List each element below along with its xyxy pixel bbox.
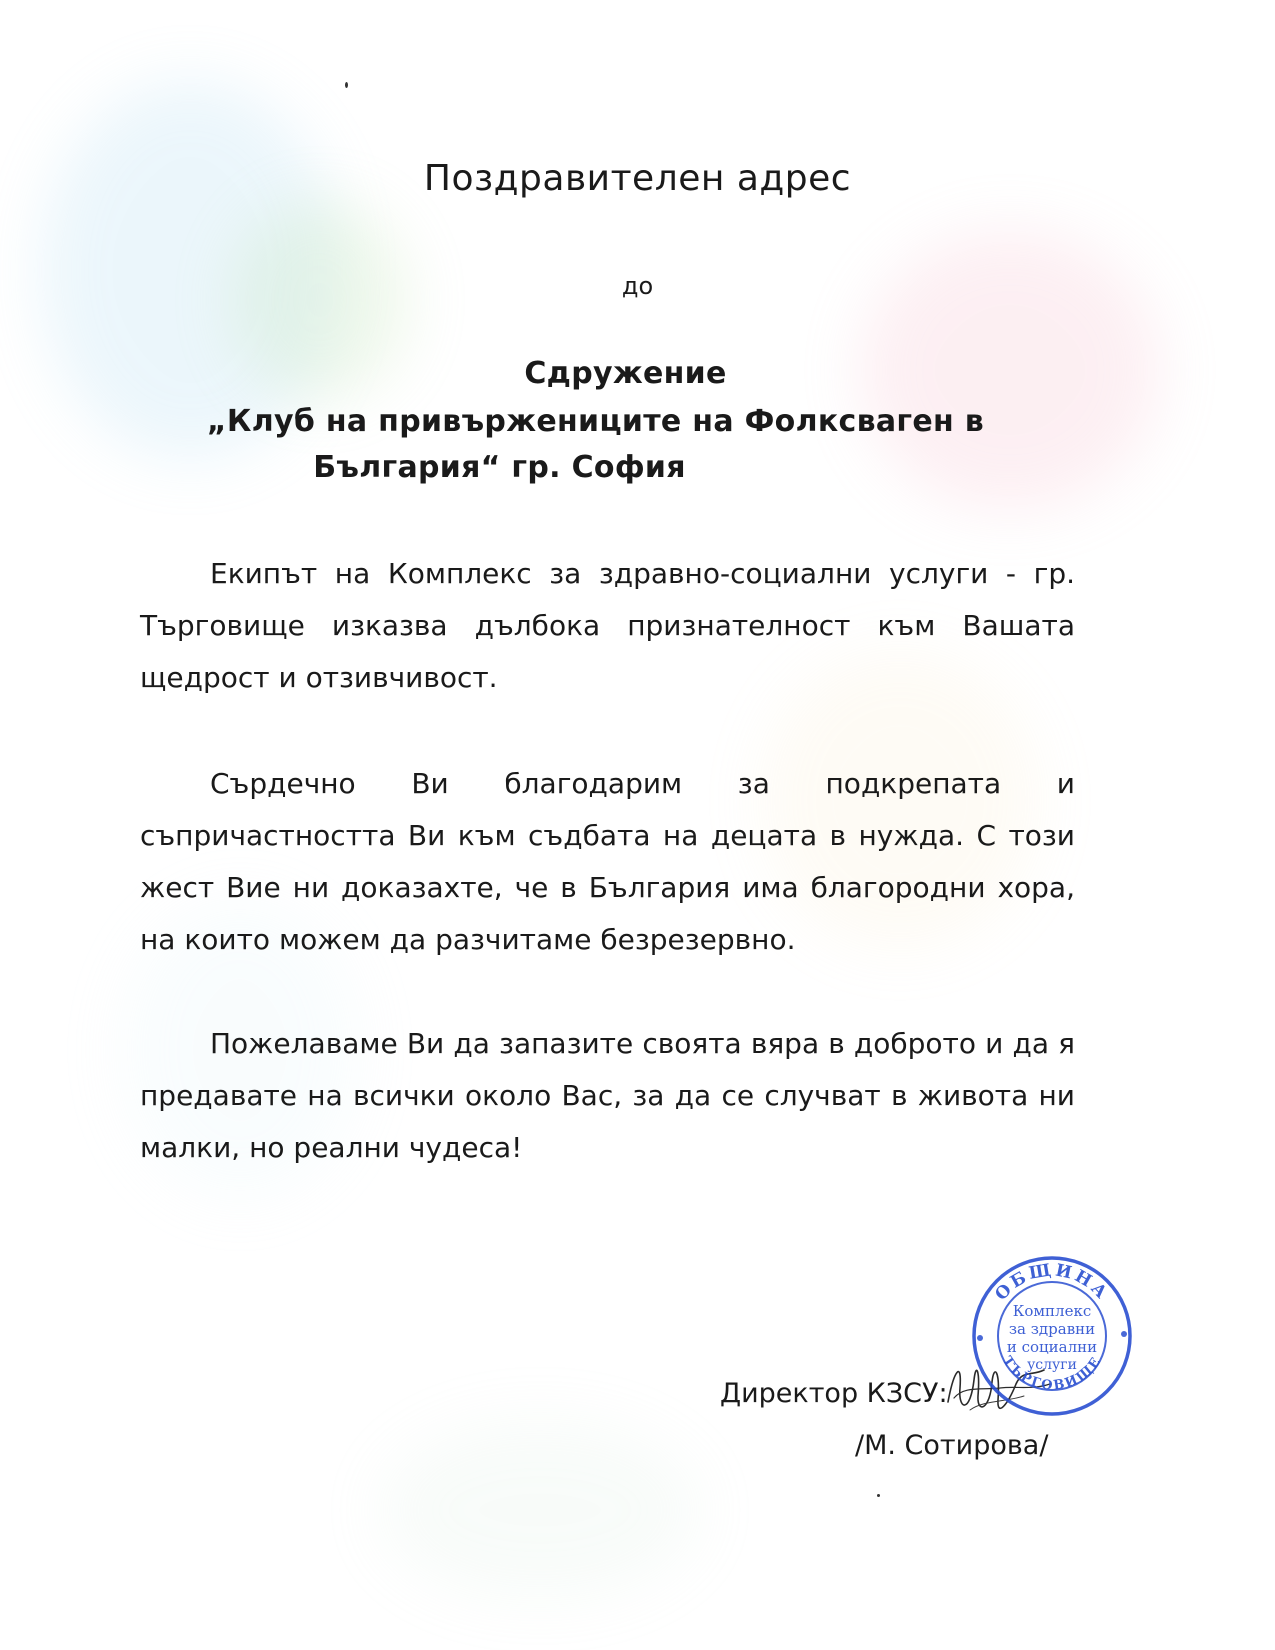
svg-text:услуги: услуги [1027,1357,1077,1373]
document-title: Поздравителен адрес [423,158,852,199]
scan-speck [877,1494,880,1497]
recipient-line-1: Сдружение [524,356,727,391]
svg-text:за здравни: за здравни [1008,1320,1096,1338]
recipient-line-2: „Клуб на привържениците на Фолксваген в [206,404,985,439]
svg-text:Комплекс: Комплекс [1012,1302,1092,1320]
paragraph-2: Сърдечно Ви благодарим за подкрепата и съпричастността Ви към съдбата на децата в нужда. С този жест Вие ни доказахте, че в България има благородни хора, на които можем да разчитаме безрезервно. [140,767,1075,956]
svg-text:ОБЩИНА: ОБЩИНА [991,1259,1113,1305]
signature-label: Директор КЗСУ: [720,1378,948,1409]
official-stamp [968,1252,1136,1420]
recipient-line-3: България“ гр. София [313,450,686,485]
scan-speck [345,82,348,88]
paragraph-3: Пожелаваме Ви да запазите своята вяра в доброто и да я предавате на всички около Вас, за да се случват в живота ни малки, но реални чудеса! [140,1027,1075,1164]
svg-text:ТЪРГОВИЩЕ: ТЪРГОВИЩЕ [999,1353,1105,1394]
paragraph-1: Екипът на Комплекс за здравно-социални услуги - гр. Търговище изказва дълбока признателност към Вашата щедрост и отзивчивост. [140,557,1075,694]
background-decoration [380,1420,700,1600]
signatory-name: /М. Сотирова/ [855,1430,1049,1461]
addressed-to: до [621,272,654,300]
svg-text:и социални: и социални [1006,1338,1098,1356]
